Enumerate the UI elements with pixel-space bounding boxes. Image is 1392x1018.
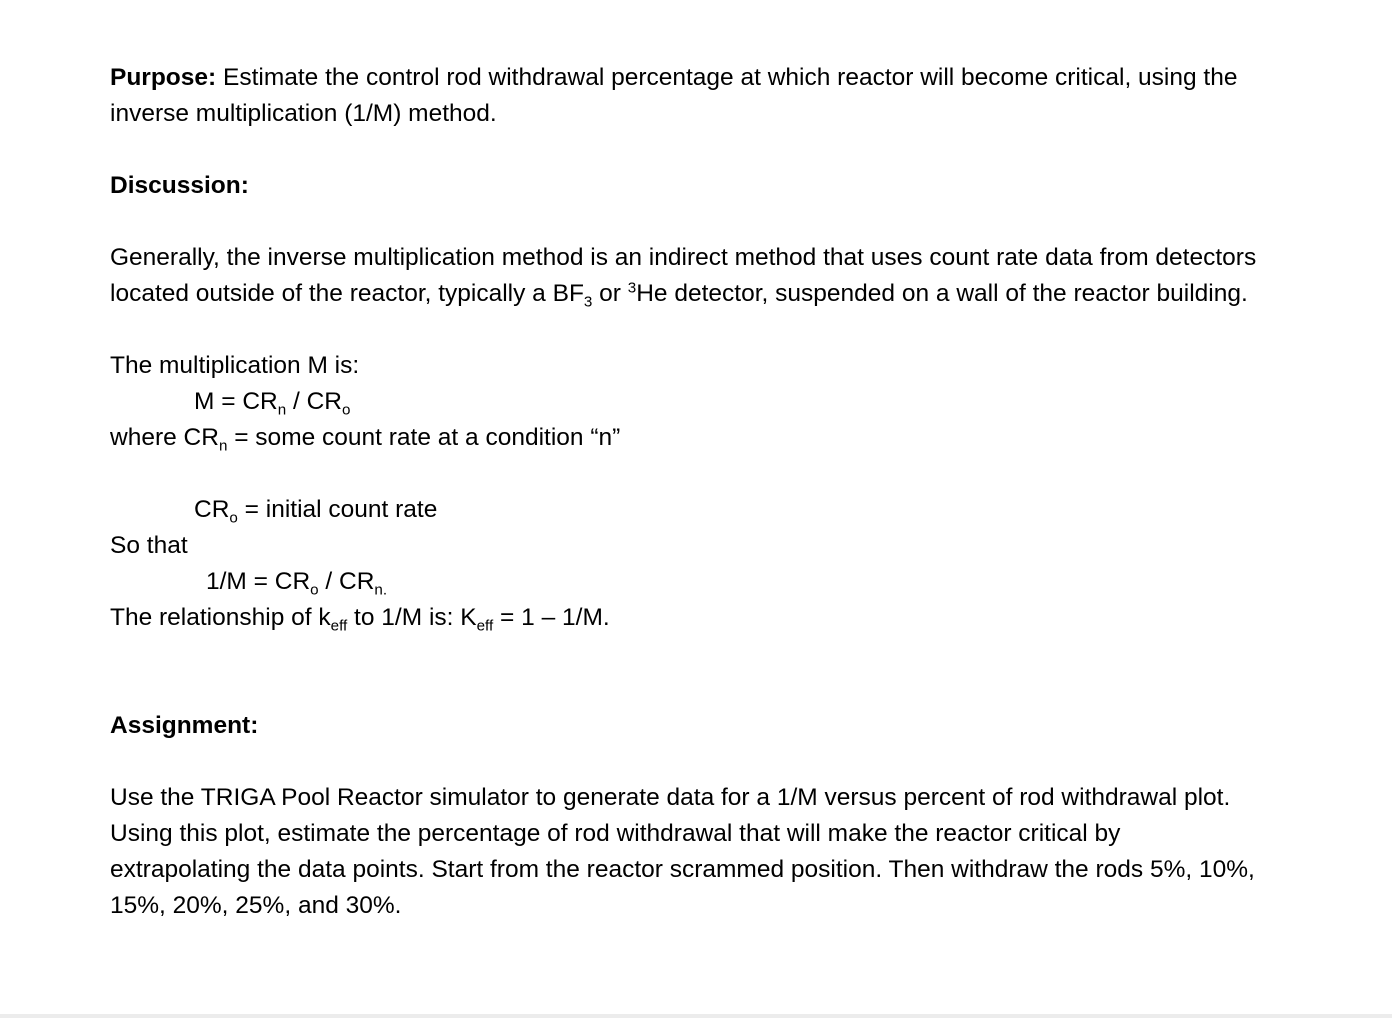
rel-sub-eff-2: eff [476, 617, 494, 635]
eq-sub-o: o [341, 401, 351, 419]
eq-part-a: M = CR [194, 388, 278, 415]
bf3-subscript: 3 [583, 293, 593, 311]
where-part-a: where CR [110, 424, 219, 451]
eq-part-b: / CR [286, 388, 342, 415]
discussion-line-1: Generally, the inverse multiplication method is an indirect method that uses count rate data from detectors [110, 244, 1257, 271]
where-definition [110, 420, 620, 456]
page-bottom-divider [0, 1014, 1392, 1018]
purpose-text-1: Estimate the control rod withdrawal percentage at which reactor will become critical, using the [216, 64, 1238, 91]
so-that-text: So that [110, 532, 188, 559]
discussion-line-2 [110, 276, 1248, 312]
rel-part-c: = 1 – 1/M. [493, 604, 610, 631]
rel-part-a: The relationship of k [110, 604, 331, 631]
he3-superscript: 3 [627, 279, 637, 297]
cro-part-a: CR [194, 496, 230, 523]
where-sub-n: n [218, 437, 228, 455]
discussion-text-2b: or [592, 280, 628, 307]
purpose-line-2: inverse multiplication (1/M) method. [110, 100, 497, 127]
purpose-line-1 [110, 60, 1238, 96]
inv-part-a: 1/M = CR [206, 568, 311, 595]
purpose-heading: Purpose: [110, 64, 217, 91]
assignment-line-2: Using this plot, estimate the percentage of rod withdrawal that will make the reactor critical by [110, 820, 1121, 847]
inv-sub-n: n. [374, 581, 388, 599]
assignment-line-3: extrapolating the data points. Start from the reactor scrammed position. Then withdraw the rods 5%, 10%, [110, 856, 1255, 883]
keff-relationship [110, 600, 610, 636]
inverse-equation [206, 564, 387, 600]
inv-sub-o: o [310, 581, 319, 599]
assignment-heading: Assignment: [110, 712, 259, 739]
eq-sub-n: n [277, 401, 287, 419]
where-part-b: = some count rate at a condition “n” [227, 424, 621, 451]
discussion-text-2c: He detector, suspended on a wall of the reactor building. [636, 280, 1248, 307]
discussion-heading: Discussion: [110, 172, 249, 199]
rel-part-b: to 1/M is: K [347, 604, 477, 631]
rel-sub-eff-1: eff [330, 617, 348, 635]
assignment-line-1: Use the TRIGA Pool Reactor simulator to generate data for a 1/M versus percent of rod withdrawal plot. [110, 784, 1231, 811]
inv-part-b: / CR [318, 568, 375, 595]
multiplication-intro: The multiplication M is: [110, 352, 360, 379]
discussion-text-2a: located outside of the reactor, typically a BF [110, 280, 584, 307]
cro-part-b: = initial count rate [237, 496, 438, 523]
cro-sub-o: o [229, 509, 238, 527]
assignment-line-4: 15%, 20%, 25%, and 30%. [110, 892, 402, 919]
multiplication-equation [194, 384, 350, 420]
cro-definition [194, 492, 437, 528]
